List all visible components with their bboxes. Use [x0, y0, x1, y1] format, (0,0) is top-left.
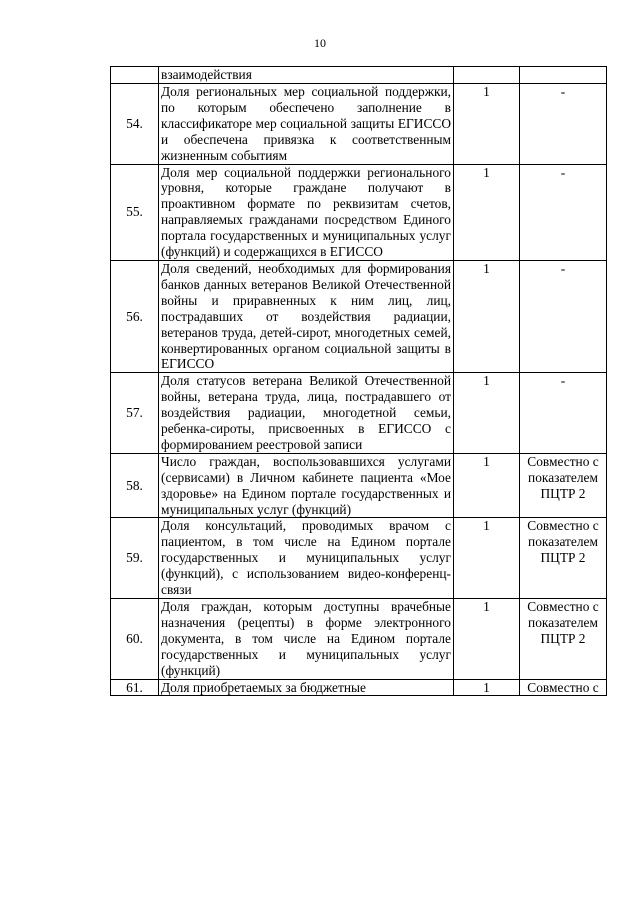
indicator-text: Доля консультаций, проводимых врачом с пациентом, в том числе на Едином портале государственных и муниципальных услуг (функций), с использованием видео-конференц-связи: [159, 518, 454, 599]
indicator-note: Совместно с: [520, 679, 607, 696]
indicator-value: 1: [454, 164, 520, 260]
row-number: 56.: [111, 260, 159, 372]
indicator-note: -: [520, 164, 607, 260]
row-number: 58.: [111, 453, 159, 518]
indicator-value: 1: [454, 453, 520, 518]
row-number: 54.: [111, 84, 159, 165]
indicator-note: Совместно с показателем ПЦТР 2: [520, 453, 607, 518]
table-row: [111, 260, 607, 372]
indicator-note: -: [520, 260, 607, 372]
indicator-note: [520, 67, 607, 84]
indicator-text: взаимодействия: [159, 67, 454, 84]
indicator-text: Доля граждан, которым доступны врачебные назначения (рецепты) в форме электронного документа, в том числе на Едином портале государственных и муниципальных услуг (функций): [159, 599, 454, 680]
indicator-note: -: [520, 84, 607, 165]
indicator-note: Совместно с показателем ПЦТР 2: [520, 599, 607, 680]
table-row: [111, 373, 607, 454]
indicator-value: 1: [454, 260, 520, 372]
indicator-value: 1: [454, 518, 520, 599]
table-row: [111, 453, 607, 518]
table-row: [111, 599, 607, 680]
indicators-table: [110, 66, 607, 696]
page-number: 10: [314, 36, 326, 50]
indicator-text: Доля сведений, необходимых для формирования банков данных ветеранов Великой Отечественной войны и приравненных к ним лиц, лиц, пострадавших от воздействия радиации, ветеранов труда, детей-сирот, многодетных семей, конвертированных органом социальной защиты в ЕГИССО: [159, 260, 454, 372]
indicator-value: 1: [454, 84, 520, 165]
indicator-value: [454, 67, 520, 84]
table-row: [111, 84, 607, 165]
row-number: [111, 67, 159, 84]
indicator-text: Доля мер социальной поддержки регионального уровня, которые граждане получают в проактивном формате по реквизитам счетов, направляемых гражданами посредством Единого портала государственных и муниципальных услуг (функций) и содержащихся в ЕГИССО: [159, 164, 454, 260]
table-row: [111, 679, 607, 696]
indicator-note: -: [520, 373, 607, 454]
row-number: 57.: [111, 373, 159, 454]
indicator-value: 1: [454, 373, 520, 454]
table-row: [111, 164, 607, 260]
indicator-value: 1: [454, 679, 520, 696]
indicator-text: Доля статусов ветерана Великой Отечественной войны, ветерана труда, лица, пострадавшего от воздействия радиации, многодетной семьи, ребенка-сироты, присвоенных в ЕГИССО с формированием реестровой записи: [159, 373, 454, 454]
table-row: [111, 518, 607, 599]
row-number: 59.: [111, 518, 159, 599]
row-number: 55.: [111, 164, 159, 260]
row-number: 61.: [111, 679, 159, 696]
indicator-note: Совместно с показателем ПЦТР 2: [520, 518, 607, 599]
table-row: [111, 67, 607, 84]
indicator-text: Доля приобретаемых за бюджетные: [159, 679, 454, 696]
indicator-text: Доля региональных мер социальной поддержки, по которым обеспечено заполнение в классификаторе мер социальной защиты ЕГИССО и обеспечена привязка к соответственным жизненным событиям: [159, 84, 454, 165]
indicator-value: 1: [454, 599, 520, 680]
row-number: 60.: [111, 599, 159, 680]
indicator-text: Число граждан, воспользовавшихся услугами (сервисами) в Личном кабинете пациента «Мое здоровье» на Едином портале государственных и муниципальных услуг (функций): [159, 453, 454, 518]
